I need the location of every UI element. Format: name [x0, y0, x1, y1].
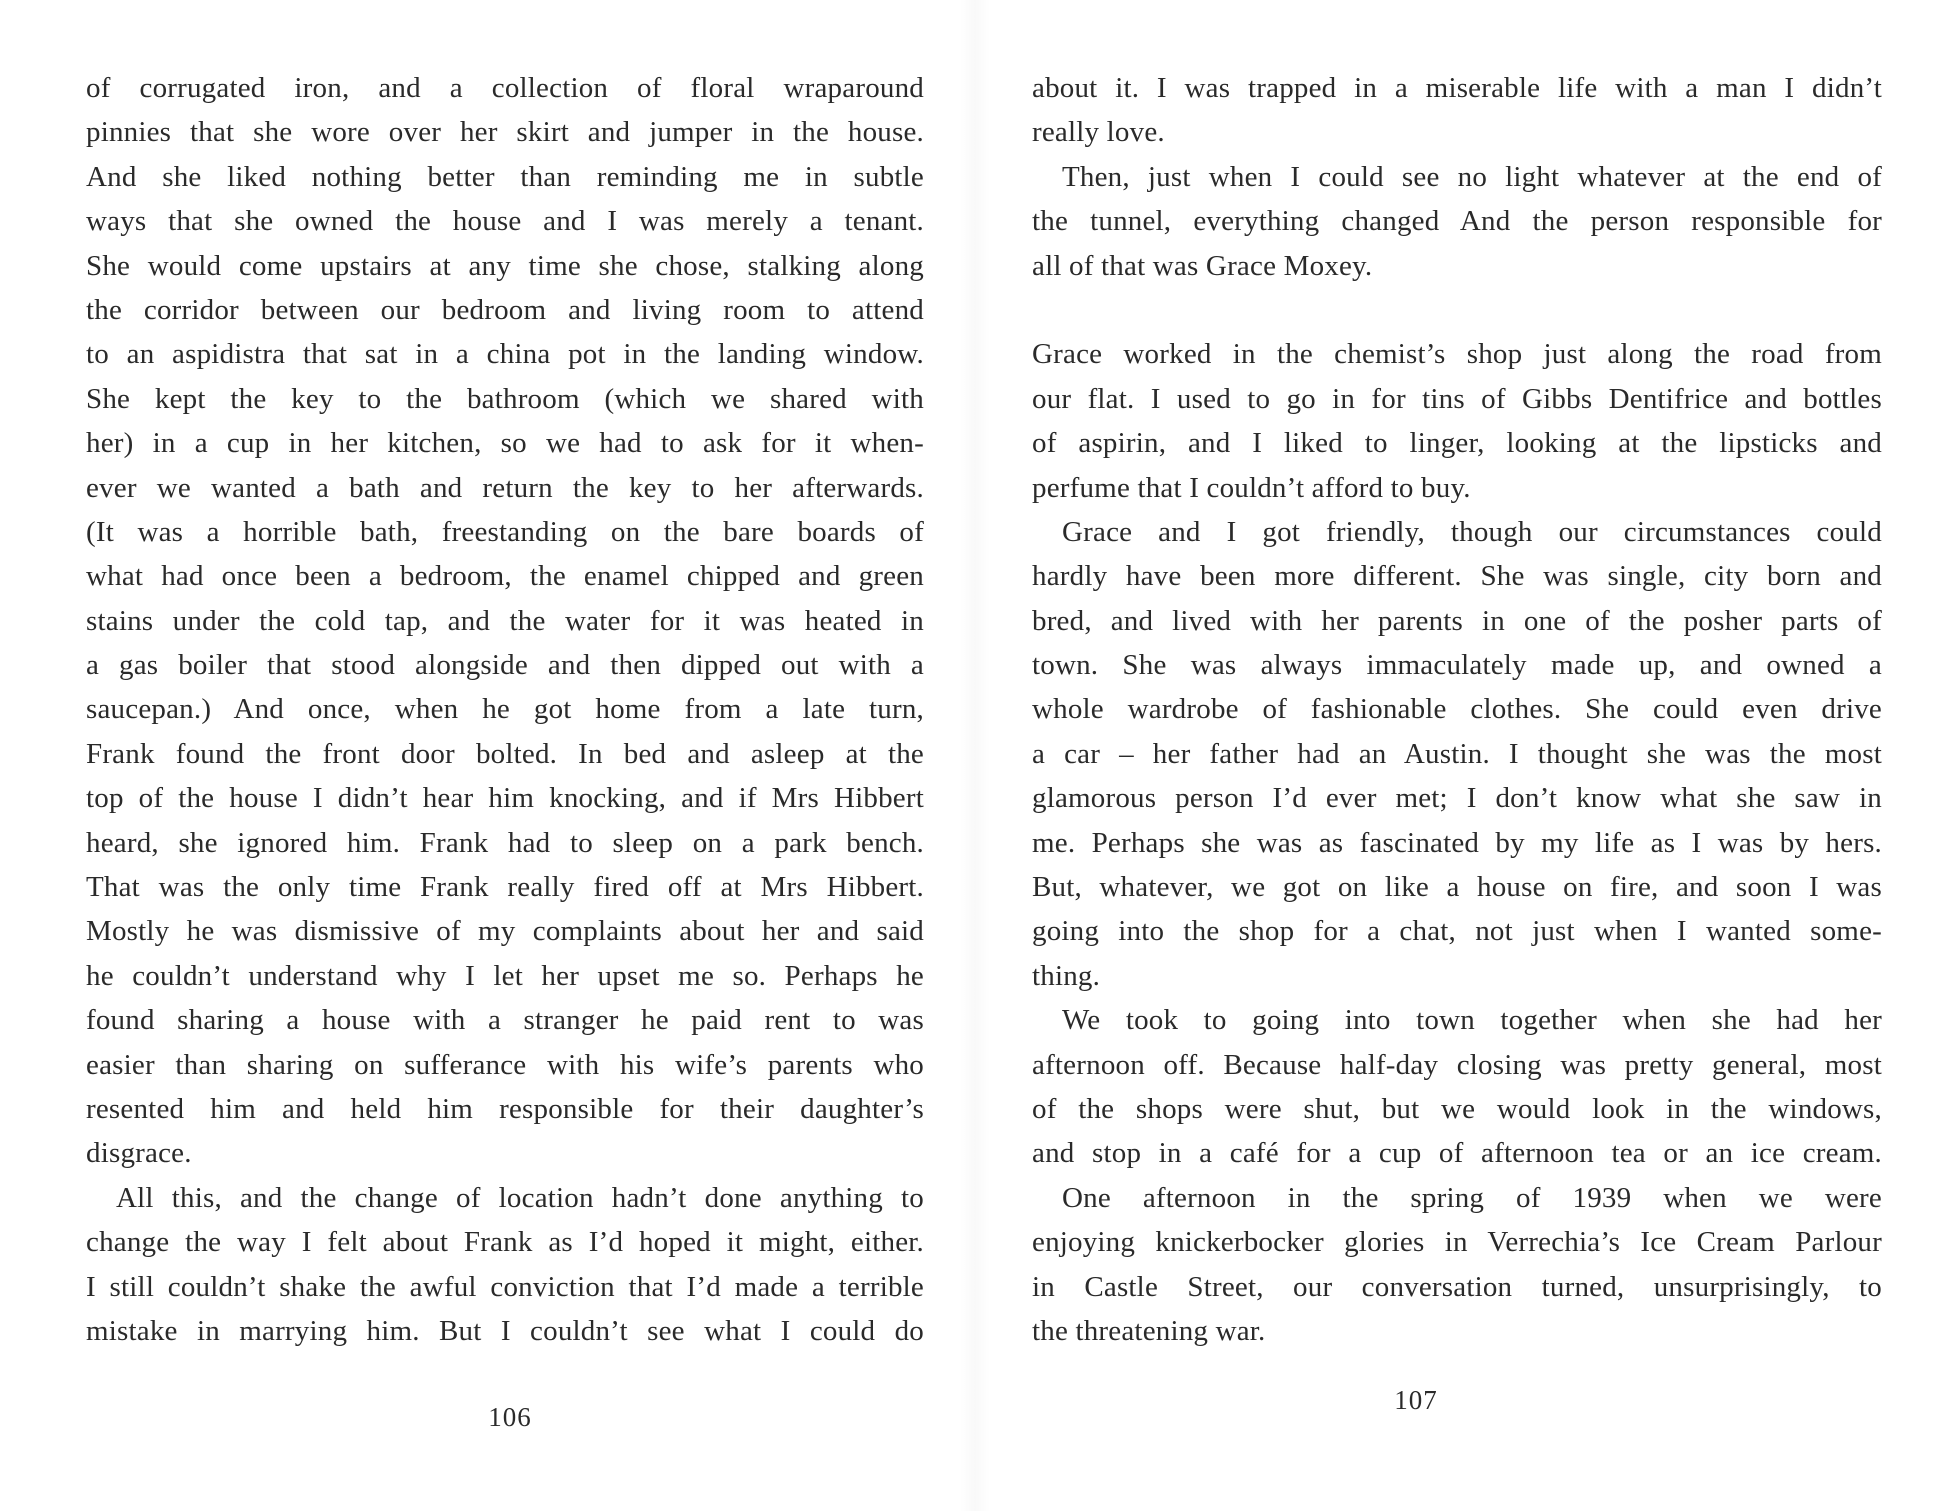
text-line: of the shops were shut, but we would look in the windows, [1032, 1092, 1882, 1125]
text-line: and stop in a café for a cup of afternoon tea or an ice cream. [1032, 1137, 1882, 1170]
text-line: in Castle Street, our conversation turned, unsurprisingly, to [1032, 1270, 1882, 1303]
text-line: ways that she owned the house and I was merely a tenant. [86, 205, 924, 238]
text-line: But, whatever, we got on like a house on fire, and soon I was [1032, 871, 1882, 904]
text-line: pinnies that she wore over her skirt and jumper in the house. [86, 116, 924, 149]
text-line: the threatening war. [1032, 1314, 1266, 1347]
text-line: I still couldn’t shake the awful conviction that I’d made a terrible [86, 1270, 924, 1303]
text-line: change the way I felt about Frank as I’d hoped it might, either. [86, 1226, 924, 1259]
text-line: about it. I was trapped in a miserable life with a man I didn’t [1032, 72, 1882, 104]
text-line: of aspirin, and I liked to linger, looking at the lipsticks and [1032, 427, 1882, 460]
text-line: ever we wanted a bath and return the key to her afterwards. [86, 471, 924, 504]
right-page [976, 0, 1953, 1511]
text-line: really love. [1032, 116, 1165, 149]
left-page-text [86, 66, 924, 1353]
text-line: perfume that I couldn’t afford to buy. [1032, 471, 1471, 504]
text-line: She would come upstairs at any time she chose, stalking along [86, 249, 924, 282]
text-line: (It was a horrible bath, freestanding on the bare boards of [86, 515, 924, 548]
text-line: enjoying knickerbocker glories in Verrechia’s Ice Cream Parlour [1032, 1226, 1882, 1259]
text-line: our flat. I used to go in for tins of Gibbs Dentifrice and bottles [1032, 382, 1882, 415]
text-line: Grace worked in the chemist’s shop just along the road from [1032, 338, 1882, 371]
right-page-text [1032, 66, 1882, 1353]
text-line: We took to going into town together when she had her [1062, 1004, 1882, 1037]
text-line: And she liked nothing better than reminding me in subtle [86, 160, 924, 193]
text-line: all of that was Grace Moxey. [1032, 249, 1373, 282]
text-line: Grace and I got friendly, though our circumstances could [1062, 515, 1882, 548]
text-line: saucepan.) And once, when he got home from a late turn, [86, 693, 924, 726]
text-line: afternoon off. Because half-day closing was pretty general, most [1032, 1048, 1882, 1081]
text-line: her) in a cup in her kitchen, so we had to ask for it when- [86, 427, 924, 460]
left-page [0, 0, 976, 1511]
text-line: Mostly he was dismissive of my complaints about her and said [86, 915, 924, 948]
text-line: the corridor between our bedroom and living room to attend [86, 293, 924, 326]
text-line: bred, and lived with her parents in one of the posher parts of [1032, 604, 1882, 637]
text-line: going into the shop for a chat, not just when I wanted some- [1032, 915, 1882, 948]
text-line: Then, just when I could see no light whatever at the end of [1062, 160, 1882, 193]
text-line: what had once been a bedroom, the enamel chipped and green [86, 560, 924, 593]
text-line: the tunnel, everything changed And the person responsible for [1032, 205, 1882, 238]
text-line: glamorous person I’d ever met; I don’t know what she saw in [1032, 782, 1882, 815]
text-line: found sharing a house with a stranger he paid rent to was [86, 1004, 924, 1037]
text-line: whole wardrobe of fashionable clothes. She could even drive [1032, 693, 1882, 726]
text-line: stains under the cold tap, and the water for it was heated in [86, 604, 924, 637]
page-number: 106 [488, 1402, 532, 1432]
text-line: of corrugated iron, and a collection of floral wraparound [86, 72, 924, 104]
text-line: to an aspidistra that sat in a china pot in the landing window. [86, 338, 924, 371]
text-line: hardly have been more different. She was single, city born and [1032, 560, 1882, 593]
text-line: She kept the key to the bathroom (which we shared with [86, 382, 924, 415]
text-line: a gas boiler that stood alongside and then dipped out with a [86, 649, 924, 682]
text-line: resented him and held him responsible for their daughter’s [86, 1092, 924, 1125]
text-line: One afternoon in the spring of 1939 when we were [1062, 1181, 1882, 1214]
text-line: top of the house I didn’t hear him knocking, and if Mrs Hibbert [86, 782, 924, 815]
text-line: he couldn’t understand why I let her upset me so. Perhaps he [86, 959, 924, 992]
text-line: disgrace. [86, 1137, 192, 1170]
text-line: town. She was always immaculately made up, and owned a [1032, 649, 1882, 682]
text-line: Frank found the front door bolted. In bed and asleep at the [86, 737, 924, 770]
text-line: thing. [1032, 959, 1101, 992]
page-number: 107 [1394, 1385, 1438, 1415]
text-line: me. Perhaps she was as fascinated by my life as I was by hers. [1032, 826, 1882, 859]
text-line: easier than sharing on sufferance with his wife’s parents who [86, 1048, 924, 1081]
section-break [1032, 288, 1882, 332]
text-line: heard, she ignored him. Frank had to sleep on a park bench. [86, 826, 924, 859]
text-line: That was the only time Frank really fired off at Mrs Hibbert. [86, 871, 924, 904]
text-line: a car – her father had an Austin. I thought she was the most [1032, 737, 1882, 770]
text-line: All this, and the change of location hadn’t done anything to [116, 1181, 924, 1214]
text-line: mistake in marrying him. But I couldn’t see what I could do [86, 1314, 924, 1347]
